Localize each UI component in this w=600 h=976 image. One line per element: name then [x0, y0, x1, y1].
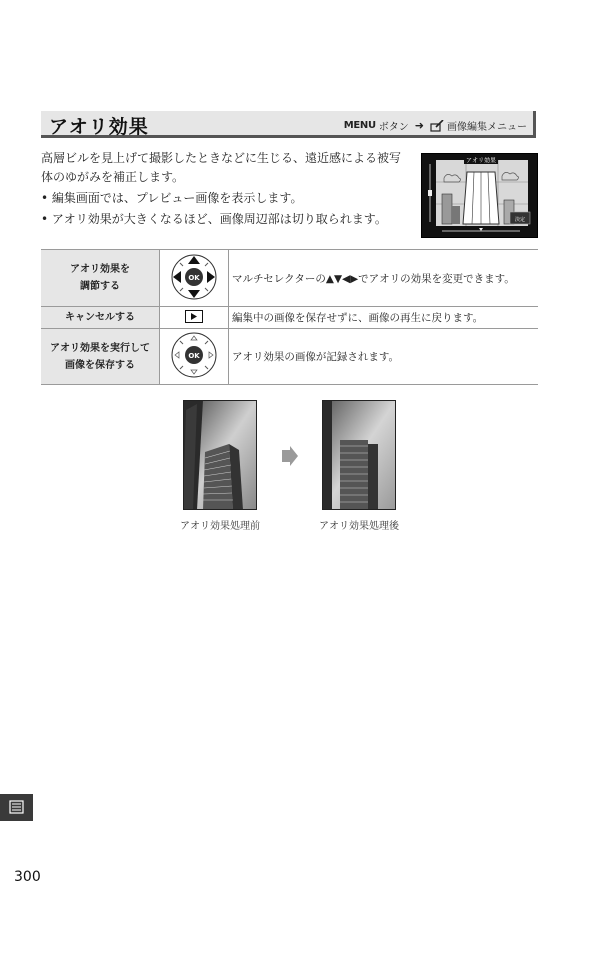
lcd-ok-label: 決定 [514, 217, 526, 223]
menu-target-label: 画像編集メニュー [447, 122, 527, 133]
ok-button-icon [169, 330, 219, 380]
intro-paragraph: 高層ビルを見上げて撮影したときなどに生じる、遠近感による被写体のゆがみを補正します。 [41, 151, 402, 184]
intro-bullet: • 編集画面では、プレビュー画像を表示します。 [41, 191, 303, 205]
building-photo-before [183, 400, 257, 510]
menu-path [344, 118, 527, 133]
row-label: キャンセルする [41, 307, 160, 329]
intro-bullet: • アオリ効果が大きくなるほど、画像周辺部は切り取られます。 [41, 212, 387, 226]
page-title: アオリ効果 [49, 116, 149, 138]
row-description: マルチセレクターの▲▼◀▶でアオリの効果を変更できます。 [229, 250, 539, 307]
retouch-menu-icon [0, 794, 33, 821]
menu-keyword: MENU [343, 120, 376, 131]
intro-text [41, 149, 411, 229]
menu-button-label: ボタン [378, 122, 409, 133]
side-tab [0, 794, 33, 821]
photo-before [183, 400, 257, 510]
caption-before: アオリ効果処理前 [180, 521, 260, 532]
page-number: 300 [14, 869, 41, 885]
row-label: アオリ効果を実行して 画像を保存する [41, 329, 160, 385]
lcd-preview [421, 153, 538, 238]
playback-button-icon [185, 310, 203, 323]
multi-selector-all-icon [169, 252, 219, 302]
svg-text:OK: OK [188, 352, 200, 360]
retouch-menu-icon [430, 120, 444, 132]
lcd-title: アオリ効果 [466, 157, 496, 165]
arrow-right-icon: ➜ [414, 119, 424, 132]
section-title-bar [41, 111, 536, 138]
table-row [41, 329, 538, 385]
caption-after: アオリ効果処理後 [319, 521, 399, 532]
table-row [41, 307, 538, 329]
svg-text:OK: OK [188, 273, 200, 282]
table-row [41, 250, 538, 307]
row-description: アオリ効果の画像が記録されます。 [229, 329, 539, 385]
row-label: アオリ効果を 調節する [41, 250, 160, 307]
building-photo-after [322, 400, 396, 510]
operation-table [41, 249, 538, 385]
row-description: 編集中の画像を保存せずに、画像の再生に戻ります。 [229, 307, 539, 329]
photo-after [322, 400, 396, 510]
lcd-preview-screen [422, 154, 537, 237]
arrow-right-icon [282, 446, 298, 470]
